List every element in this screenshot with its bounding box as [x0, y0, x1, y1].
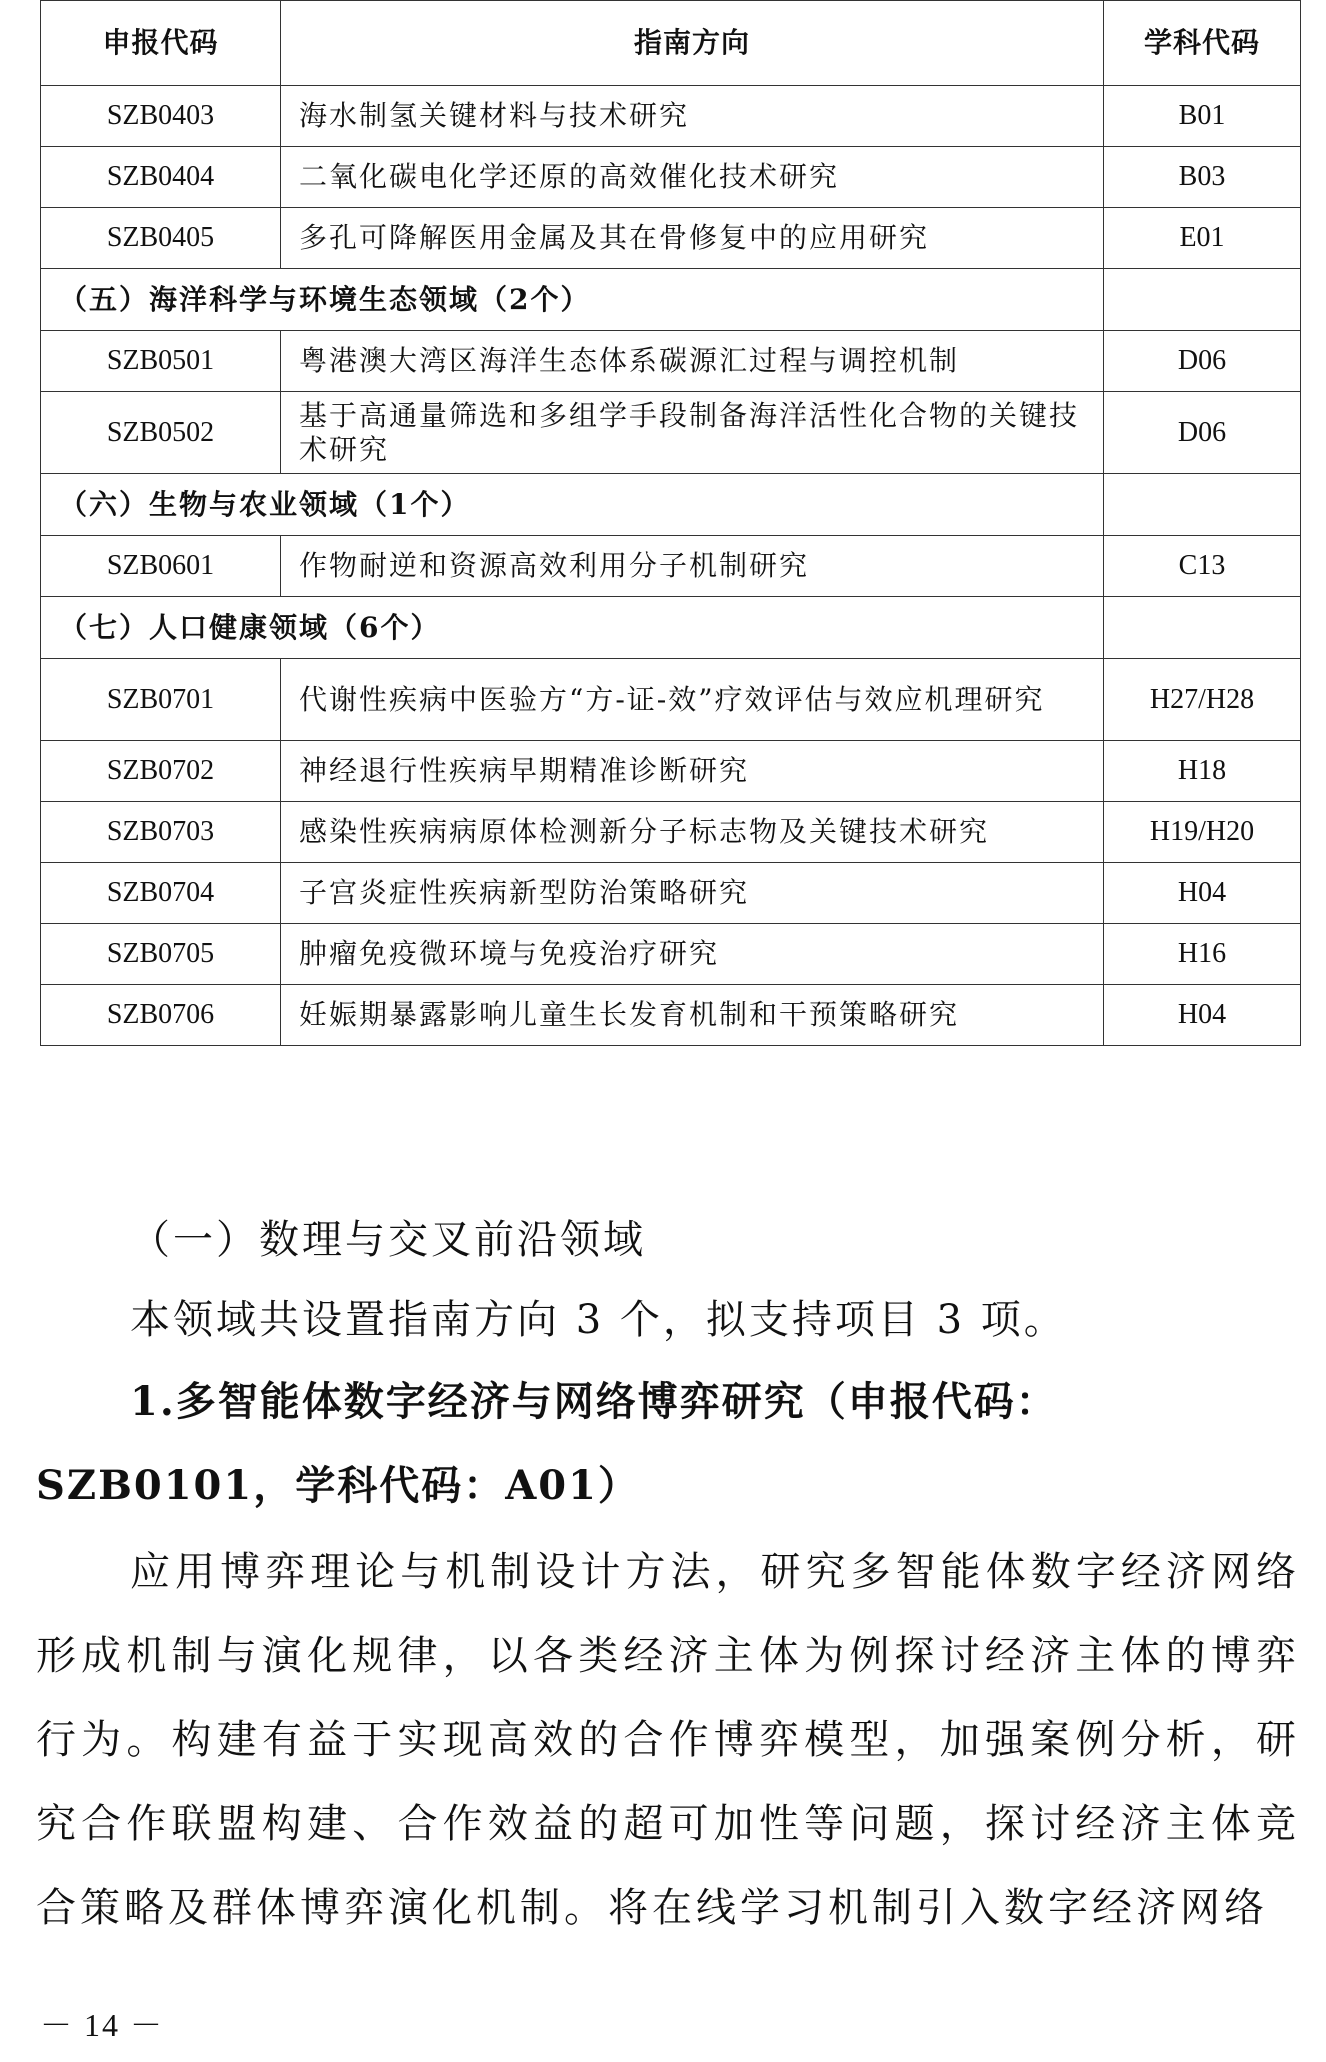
row-direction: 代谢性疾病中医验方“方-证-效”疗效评估与效应机理研究	[281, 659, 1104, 741]
row-code: SZB0704	[41, 863, 281, 924]
row-direction: 感染性疾病病原体检测新分子标志物及关键技术研究	[281, 802, 1104, 863]
row-subject: C13	[1104, 536, 1301, 597]
row-code: SZB0701	[41, 659, 281, 741]
header-subject: 学科代码	[1104, 1, 1301, 86]
table-row	[41, 331, 1301, 392]
row-subject: B03	[1104, 147, 1301, 208]
row-subject: D06	[1104, 331, 1301, 392]
table-row	[41, 924, 1301, 985]
header-direction: 指南方向	[281, 1, 1104, 86]
row-subject: H04	[1104, 985, 1301, 1046]
row-direction: 妊娠期暴露影响儿童生长发育机制和干预策略研究	[281, 985, 1104, 1046]
section-title: （七）人口健康领域（6个）	[41, 597, 1104, 659]
table-row	[41, 147, 1301, 208]
table-row	[41, 985, 1301, 1046]
table-row	[41, 392, 1301, 474]
row-code: SZB0403	[41, 86, 281, 147]
row-direction: 子宫炎症性疾病新型防治策略研究	[281, 863, 1104, 924]
row-code: SZB0601	[41, 536, 281, 597]
table-row	[41, 208, 1301, 269]
row-direction: 肿瘤免疫微环境与免疫治疗研究	[281, 924, 1104, 985]
row-code: SZB0702	[41, 741, 281, 802]
row-code: SZB0501	[41, 331, 281, 392]
table-row	[41, 86, 1301, 147]
row-code: SZB0405	[41, 208, 281, 269]
table-header-row	[41, 1, 1301, 86]
table-row	[41, 863, 1301, 924]
row-direction: 海水制氢关键材料与技术研究	[281, 86, 1104, 147]
row-direction: 作物耐逆和资源高效利用分子机制研究	[281, 536, 1104, 597]
row-subject: H27/H28	[1104, 659, 1301, 741]
section-empty-cell	[1104, 269, 1301, 331]
table-section-row	[41, 474, 1301, 536]
table-row	[41, 741, 1301, 802]
table-section-row	[41, 269, 1301, 331]
row-subject: H04	[1104, 863, 1301, 924]
row-direction: 粤港澳大湾区海洋生态体系碳源汇过程与调控机制	[281, 331, 1104, 392]
table-row	[41, 536, 1301, 597]
table-row	[41, 802, 1301, 863]
header-code: 申报代码	[41, 1, 281, 86]
row-code: SZB0706	[41, 985, 281, 1046]
table-row	[41, 659, 1301, 741]
row-direction: 基于高通量筛选和多组学手段制备海洋活性化合物的关键技术研究	[281, 392, 1104, 474]
section-title: （五）海洋科学与环境生态领域（2个）	[41, 269, 1104, 331]
section-title: （六）生物与农业领域（1个）	[41, 474, 1104, 536]
row-subject: H18	[1104, 741, 1301, 802]
guide-table	[40, 0, 1301, 1046]
section-heading: （一）数理与交叉前沿领域	[130, 1217, 646, 1263]
row-code: SZB0502	[41, 392, 281, 474]
row-direction: 神经退行性疾病早期精准诊断研究	[281, 741, 1104, 802]
row-subject: E01	[1104, 208, 1301, 269]
row-direction: 多孔可降解医用金属及其在骨修复中的应用研究	[281, 208, 1104, 269]
row-code: SZB0703	[41, 802, 281, 863]
table-section-row	[41, 597, 1301, 659]
row-code: SZB0404	[41, 147, 281, 208]
row-subject: H16	[1104, 924, 1301, 985]
body-paragraph: 应用博弈理论与机制设计方法，研究多智能体数字经济网络形成机制与演化规律，以各类经济主体为例探讨经济主体的博弈行为。构建有益于实现高效的合作博弈模型，加强案例分析，研究合作联盟构建、合作效益的超可加性等问题，探讨经济主体竞合策略及群体博弈演化机制。将在线学习机制引入数字经济网络	[36, 1549, 1300, 1931]
row-direction: 二氧化碳电化学还原的高效催化技术研究	[281, 147, 1104, 208]
row-subject: D06	[1104, 392, 1301, 474]
row-code: SZB0705	[41, 924, 281, 985]
section-empty-cell	[1104, 597, 1301, 659]
section-empty-cell	[1104, 474, 1301, 536]
row-subject: B01	[1104, 86, 1301, 147]
row-subject: H19/H20	[1104, 802, 1301, 863]
item-heading: 1.多智能体数字经济与网络博弈研究（申报代码：SZB0101，学科代码：A01）	[36, 1378, 1058, 1509]
intro-paragraph: 本领域共设置指南方向 3 个，拟支持项目 3 项。	[130, 1297, 1067, 1343]
page-number: － 14 －	[40, 2007, 165, 2043]
